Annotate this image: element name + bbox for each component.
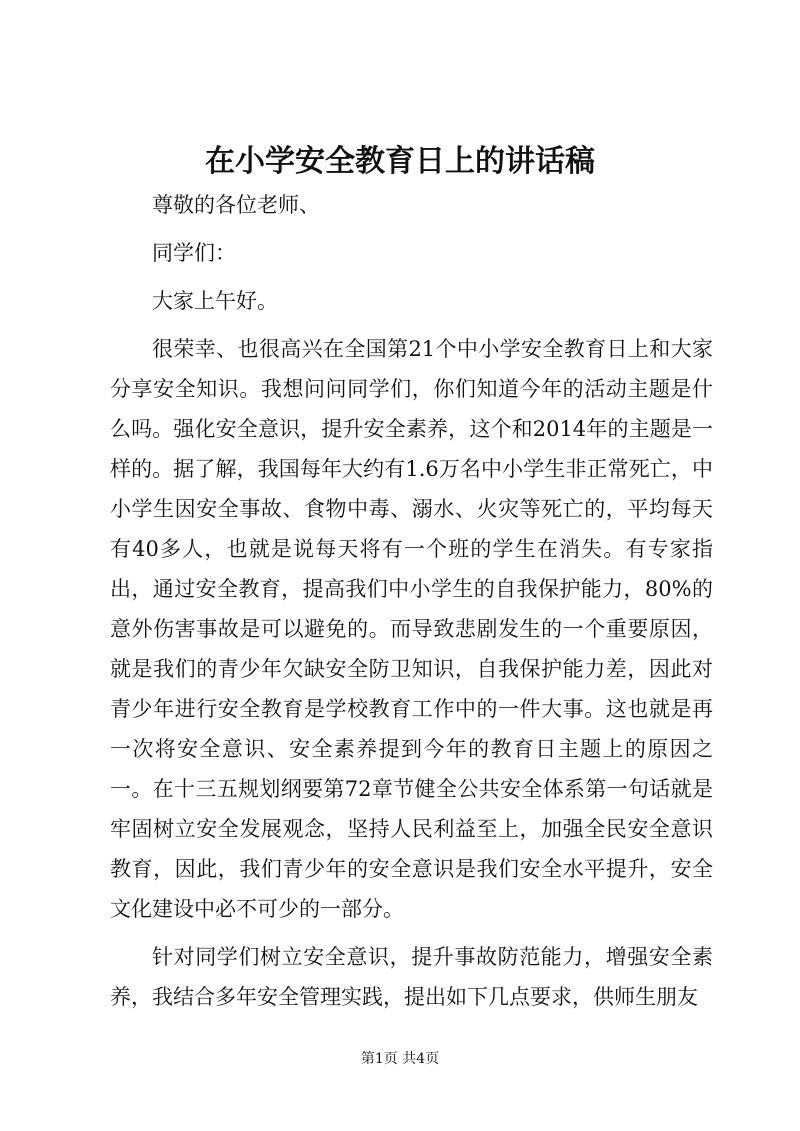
- page-footer: 第1页 共4页: [360, 1051, 440, 1067]
- page-title: 在小学安全教育日上的讲话稿: [205, 144, 595, 179]
- greeting-line-1: 尊敬的各位老师、: [152, 193, 320, 217]
- greeting-line-3: 大家上午好。: [152, 289, 278, 313]
- body-paragraph-2: 针对同学们树立安全意识，提升事故防范能力，增强安全素养，我结合多年安全管理实践，提出如下几点要求，供师生朋友: [110, 945, 713, 1009]
- greeting-line-2: 同学们：: [152, 241, 236, 265]
- document-body: [110, 185, 713, 1017]
- body-paragraph-1: 很荣幸、也很高兴在全国第21个中小学安全教育日上和大家分享安全知识。我想问问同学们，你们知道今年的活动主题是什么吗。强化安全意识，提升安全素养，这个和2014年的主题是一样的。据了解，我国每年大约有1.6万名中小学生非正常死亡，中小学生因安全事故、食物中毒、溺水、火灾等死亡的，平均每天有40多人，也就是说每天将有一个班的学生在消失。有专家指出，通过安全教育，提高我们中小学生的自我保护能力，80%的意外伤害事故是可以避免的。而导致悲剧发生的一个重要原因，就是我们的青少年欠缺安全防卫知识，自我保护能力差，因此对青少年进行安全教育是学校教育工作中的一件大事。这也就是再一次将安全意识、安全素养提到今年的教育日主题上的原因之一。在十三五规划纲要第72章节健全公共安全体系第一句话就是牢固树立安全发展观念，坚持人民利益至上，加强全民安全意识教育，因此，我们青少年的安全意识是我们安全水平提升，安全文化建设中必不可少的一部分。: [110, 337, 713, 921]
